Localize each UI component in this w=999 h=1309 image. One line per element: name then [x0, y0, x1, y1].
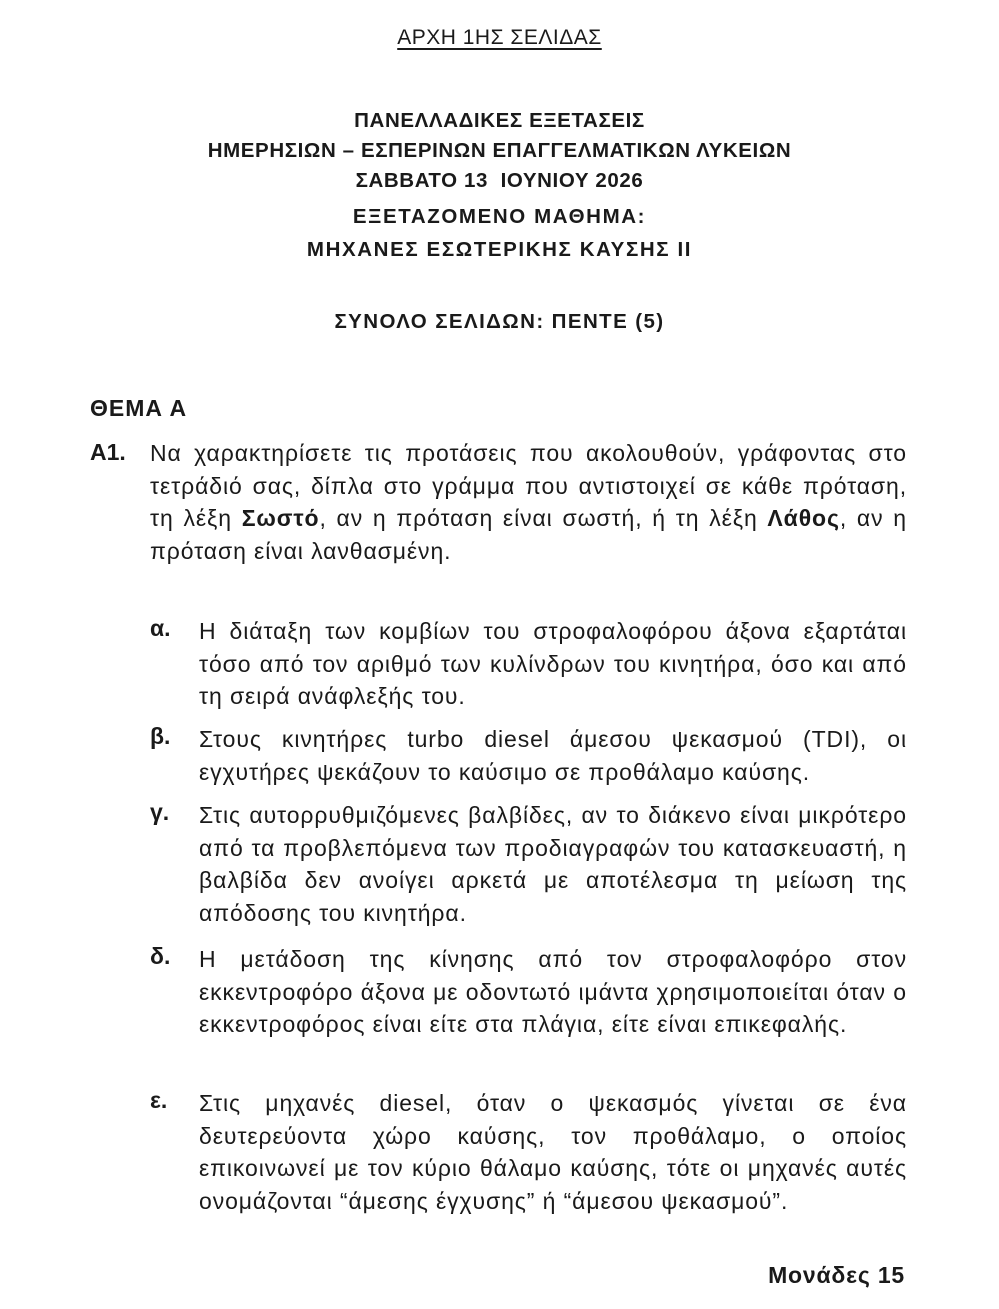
subject-name: ΜΗΧΑΝΕΣ ΕΣΩΤΕΡΙΚΗΣ ΚΑΥΣΗΣ ΙΙ: [306, 238, 693, 261]
exam-date: ΣΑΒΒΑΤΟ 13 ΙΟΥΝΙΟΥ 2026: [355, 169, 644, 192]
item-a-text: Η διάταξη των κομβίων του στροφαλοφόρου άξονα εξαρτάται τόσο από τον αριθμό των κυλίνδρων του κινητήρα, όσο και από τη σειρά ανάφλεξής του.: [199, 618, 907, 709]
total-pages: ΣΥΝΟΛΟ ΣΕΛΙΔΩΝ: ΠΕΝΤΕ (5): [334, 310, 665, 333]
question-intro: [150, 437, 907, 567]
exam-title: ΠΑΝΕΛΛΑΔΙΚΕΣ ΕΞΕΤΑΣΕΙΣ: [354, 109, 645, 132]
item-e-text: Στις μηχανές diesel, όταν ο ψεκασμός γίνεται σε ένα δευτερεύοντα χώρο καύσης, τον προθάλαμο, ο οποίος επικοινωνεί με τον κύριο θάλαμο καύσης, τότε οι μηχανές αυτές ονομάζονται “άμεσης έγχυσης” ή “άμεσου ψεκασμού”.: [199, 1090, 907, 1214]
item-a-label: α.: [150, 615, 171, 641]
exam-schools: ΗΜΕΡΗΣΙΩΝ – ΕΣΠΕΡΙΝΩΝ ΕΠΑΓΓΕΛΜΑΤΙΚΩΝ ΛΥΚΕΙΩΝ: [207, 139, 792, 162]
item-b-label: β.: [150, 723, 171, 749]
subject-label: ΕΞΕΤΑΖΟΜΕΝΟ ΜΑΘΗΜΑ:: [352, 205, 647, 228]
exam-header: [0, 106, 999, 196]
word-wrong: Λάθος: [767, 505, 840, 531]
word-correct: Σωστό: [241, 505, 320, 531]
theme-title: ΘΕΜΑ Α: [90, 395, 188, 421]
intro-text-3: , αν η πρόταση είναι λανθασμένη.: [150, 505, 907, 564]
intro-text-1: Να χαρακτηρίσετε τις προτάσεις που ακολουθούν, γράφοντας στο τετράδιό σας, δίπλα στο γράμμα που αντιστοιχεί σε κάθε πρόταση, τη λέξη: [150, 440, 907, 531]
item-b-text: Στους κινητήρες turbo diesel άμεσου ψεκασμού (TDI), οι εγχυτήρες ψεκάζουν το καύσιμο σε προθάλαμο καύσης.: [199, 726, 907, 785]
item-d-label: δ.: [150, 943, 171, 969]
exam-subject: [0, 200, 999, 266]
item-c-label: γ.: [150, 799, 170, 825]
points: Μονάδες 15: [768, 1262, 905, 1288]
question-label: Α1.: [90, 439, 126, 465]
item-e-label: ε.: [150, 1087, 168, 1113]
item-d-text: Η μετάδοση της κίνησης από τον στροφαλοφόρο στον εκκεντροφόρο άξονα με οδοντωτό ιμάντα χρησιμοποιείται όταν ο εκκεντροφόρος είναι είτε στα πλάγια, είτε είναι επικεφαλής.: [199, 946, 907, 1037]
item-c-text: Στις αυτορρυθμιζόμενες βαλβίδες, αν το διάκενο είναι μικρότερο από τα προβλεπόμενα των προδιαγραφών του κατασκευαστή, η βαλβίδα δεν ανοίγει αρκετά με αποτέλεσμα τη μείωση της απόδοσης του κινητήρα.: [199, 802, 907, 926]
intro-text-2: , αν η πρόταση είναι σωστή, ή τη λέξη: [319, 505, 768, 531]
page-start-marker: ΑΡΧΗ 1ΗΣ ΣΕΛΙΔΑΣ: [397, 26, 602, 49]
